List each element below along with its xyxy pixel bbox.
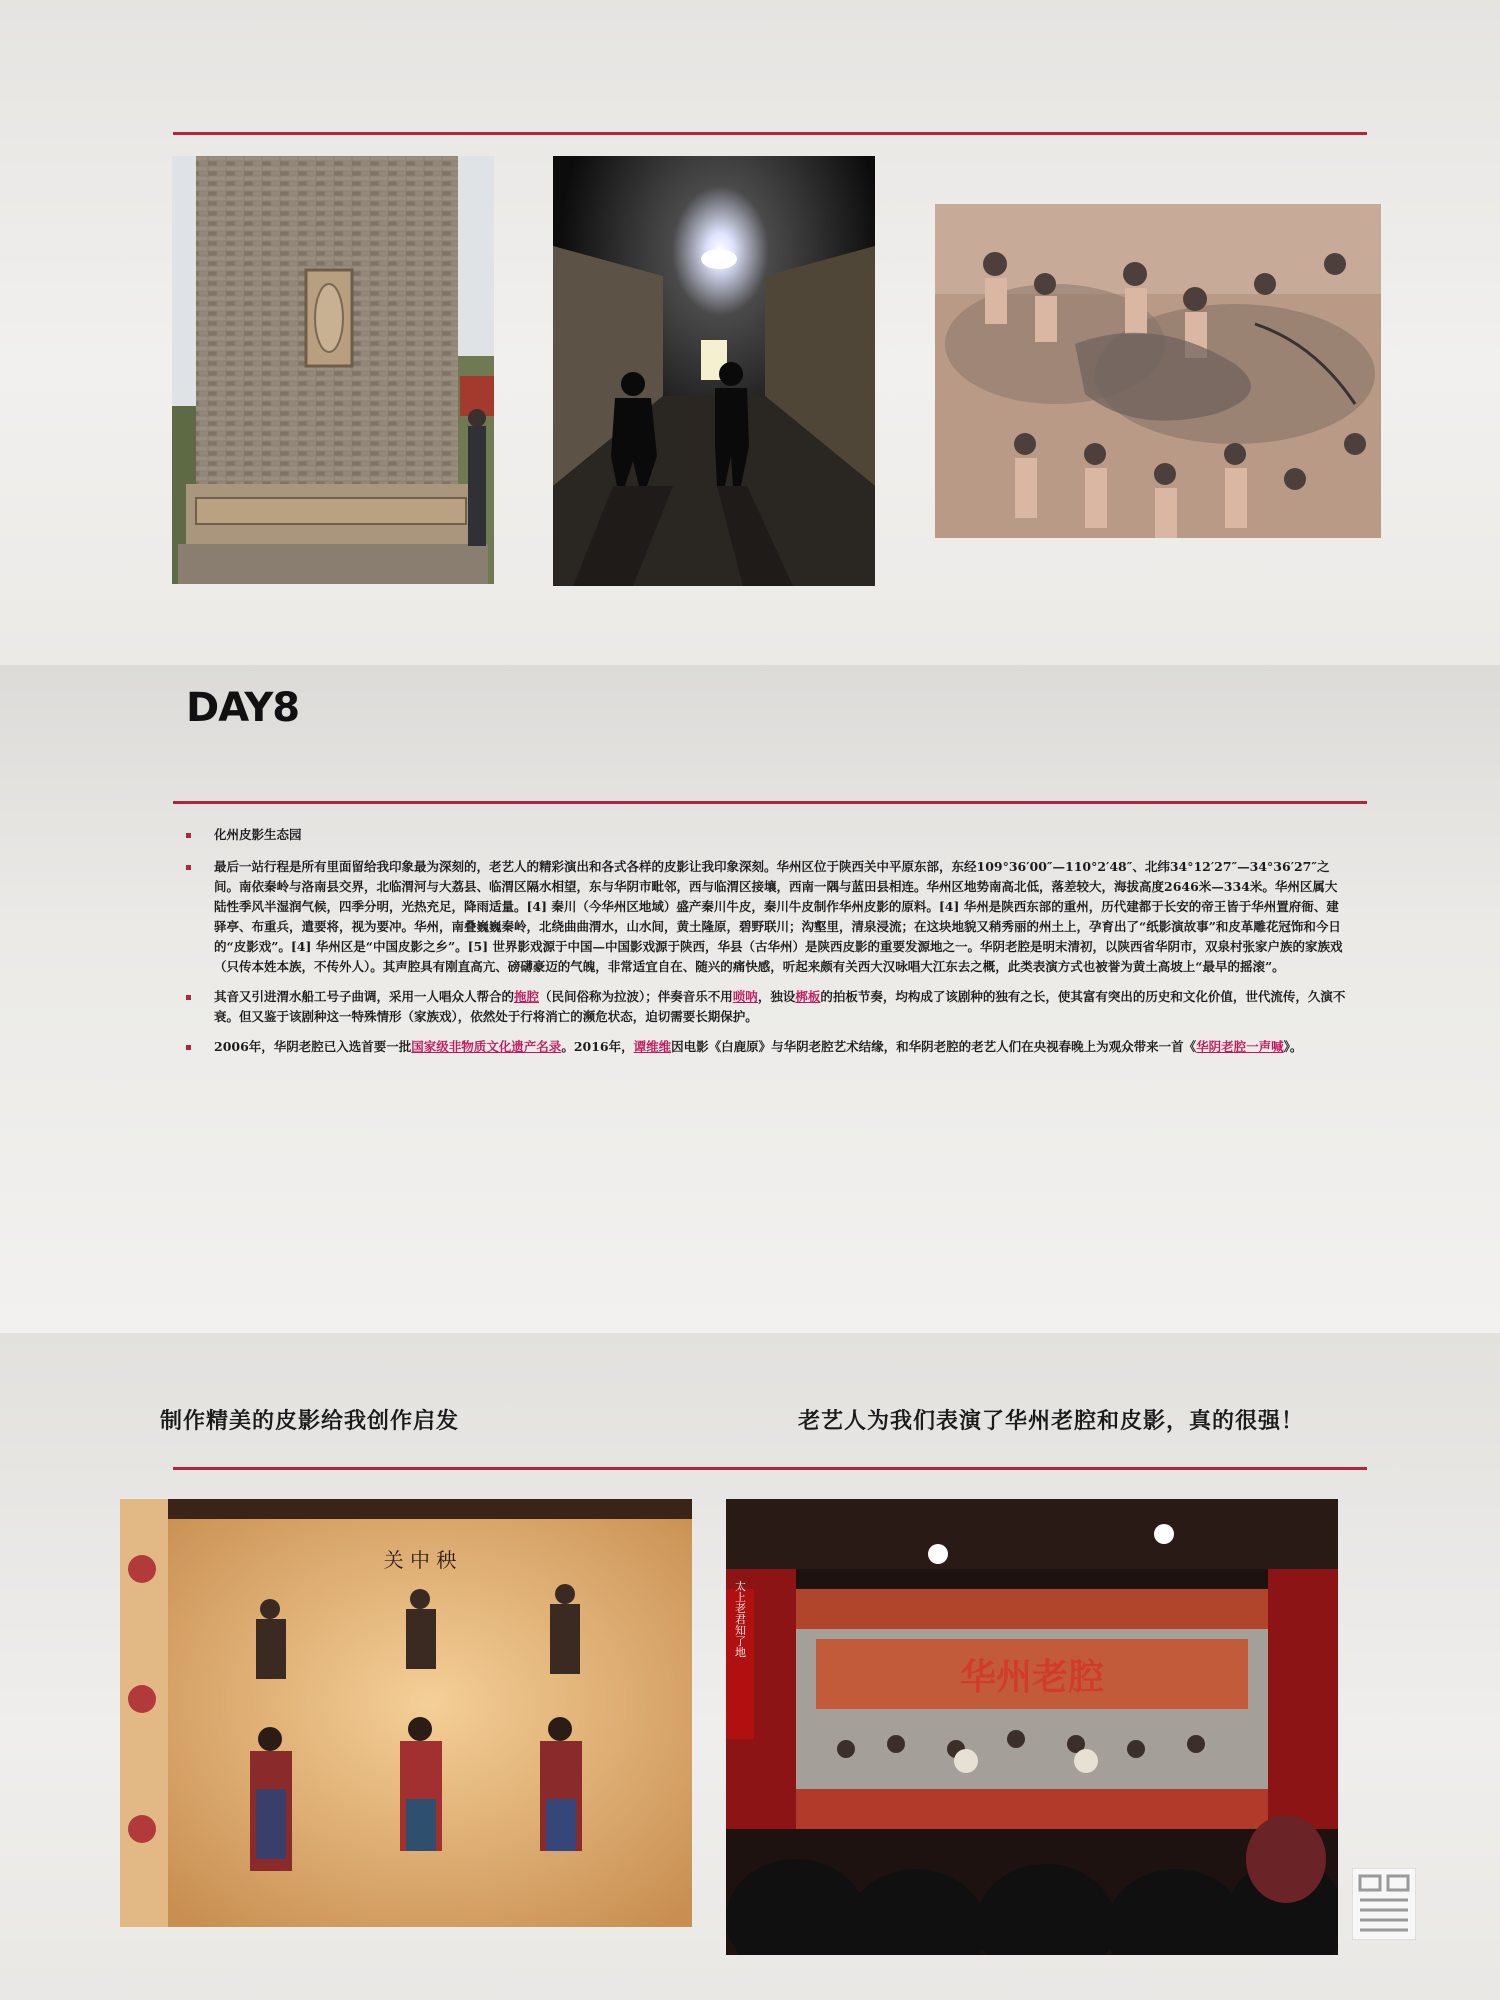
accent-rule [173, 801, 1367, 804]
bullet-paragraph: 最后一站行程是所有里面留给我印象最为深刻的，老艺人的精彩演出和各式各样的皮影让我印象深刻。华州区位于陕西关中平原东部，东经109°36′00″—110°2′48″、北纬34°12′27″—34°36′27″之间。南依秦岭与洛南县交界，北临渭河与大荔县、临渭区隔水相望，东与华阴市毗邻，西与临渭区接壤，西南一隅与蓝田县相连。华州区地势南高北低，落差较大，海拔高度2646米—334米。华州区属大陆性季风半湿润气候，四季分明，光热充足，降雨适量。[4] 秦川（今华州区地域）盛产秦川牛皮，秦川牛皮制作华州皮影的原料。[4] 华州是陕西东部的重州，历代建都于长安的帝王皆于华州置府衙、建驿亭、布重兵，遣要将，视为要冲。华州，南叠巍巍秦岭，北绕曲曲渭水，山水间，黄土隆原，碧野联川；沟壑里，清泉浸流；在这块地貌又稍秀丽的州土上，孕育出了“纸影演故事”和皮革雕花冠饰和今日的“皮影戏”。[4] 华州区是“中国皮影之乡”。[5] 世界影戏源于中国—中国影戏源于陕西，华县（古华州）是陕西皮影的重要发源地之一。华阴老腔是明末清初，以陕西省华阴市，双泉村张家户族的家族戏（只传本姓本族，不传外人）。其声腔具有刚直高亢、磅礴豪迈的气魄，非常适宜自在、随兴的痛快感，听起来颇有关西大汉咏唱大江东去之概，此类表演方式也被誉为黄土高坡上“最早的摇滚”。 [186, 857, 1346, 977]
highlight-clapper[interactable]: 梆板 [795, 989, 821, 1004]
bullet-paragraph-text: 2006年，华阴老腔已入选首要一批国家级非物质文化遗产名录。2016年，谭维维因电影《白鹿原》与华阴老腔艺术结缘，和华阴老腔的老艺人们在央视春晚上为观众带来一首《华阴老腔一声喊》。 [214, 1039, 1303, 1054]
stage-side-text: 太上老君知了地 [733, 1580, 747, 1658]
accent-rule [173, 1467, 1367, 1470]
bullet-paragraph-text: 其音又引进渭水船工号子曲调，采用一人唱众人帮合的拖腔（民间俗称为拉波）；伴奏音乐不用唢呐，独设梆板的拍板节奏，均构成了该剧种的独有之长，使其富有突出的历史和文化价值，世代流传，久演不衰。但又鉴于该剧种这一特殊情形（家族戏），依然处于行将消亡的濒危状态，迫切需要长期保护。 [214, 989, 1346, 1024]
shadow-puppets-photo [120, 1499, 692, 1927]
bullet-paragraph [186, 987, 1346, 1027]
stamp-logo-icon [1352, 1868, 1416, 1940]
accent-rule [173, 132, 1367, 135]
bullet-heading: 化州皮影生态园 [186, 825, 1346, 845]
brick-pagoda-photo [172, 156, 494, 584]
highlight-heritage-list[interactable]: 国家级非物质文化遗产名录 [411, 1039, 562, 1054]
highlight-drag-tone[interactable]: 拖腔 [514, 989, 540, 1004]
caption-shadow-puppets: 制作精美的皮影给我创作启发 [160, 1408, 460, 1434]
page-title: DAY8 [186, 685, 300, 731]
tunnel-silhouettes-photo [553, 156, 875, 586]
slide-day8-text [0, 665, 1500, 1333]
bullet-list [186, 825, 1346, 1067]
highlight-song[interactable]: 华阴老腔一声喊 [1196, 1039, 1284, 1054]
shadow-banner-text: 关 中 秧 [383, 1548, 457, 1572]
slide-photos-top [0, 0, 1500, 665]
bullet-paragraph [186, 1037, 1346, 1057]
slide-performance [0, 1333, 1500, 2000]
highlight-suona[interactable]: 唢呐 [732, 989, 758, 1004]
stage-performance-photo [726, 1499, 1338, 1955]
caption-performance: 老艺人为我们表演了华州老腔和皮影，真的很强！ [798, 1408, 1305, 1434]
mural-figures-photo [935, 204, 1381, 538]
stage-banner-text: 华州老腔 [959, 1656, 1105, 1698]
highlight-tan-weiwei[interactable]: 谭维维 [633, 1039, 672, 1054]
